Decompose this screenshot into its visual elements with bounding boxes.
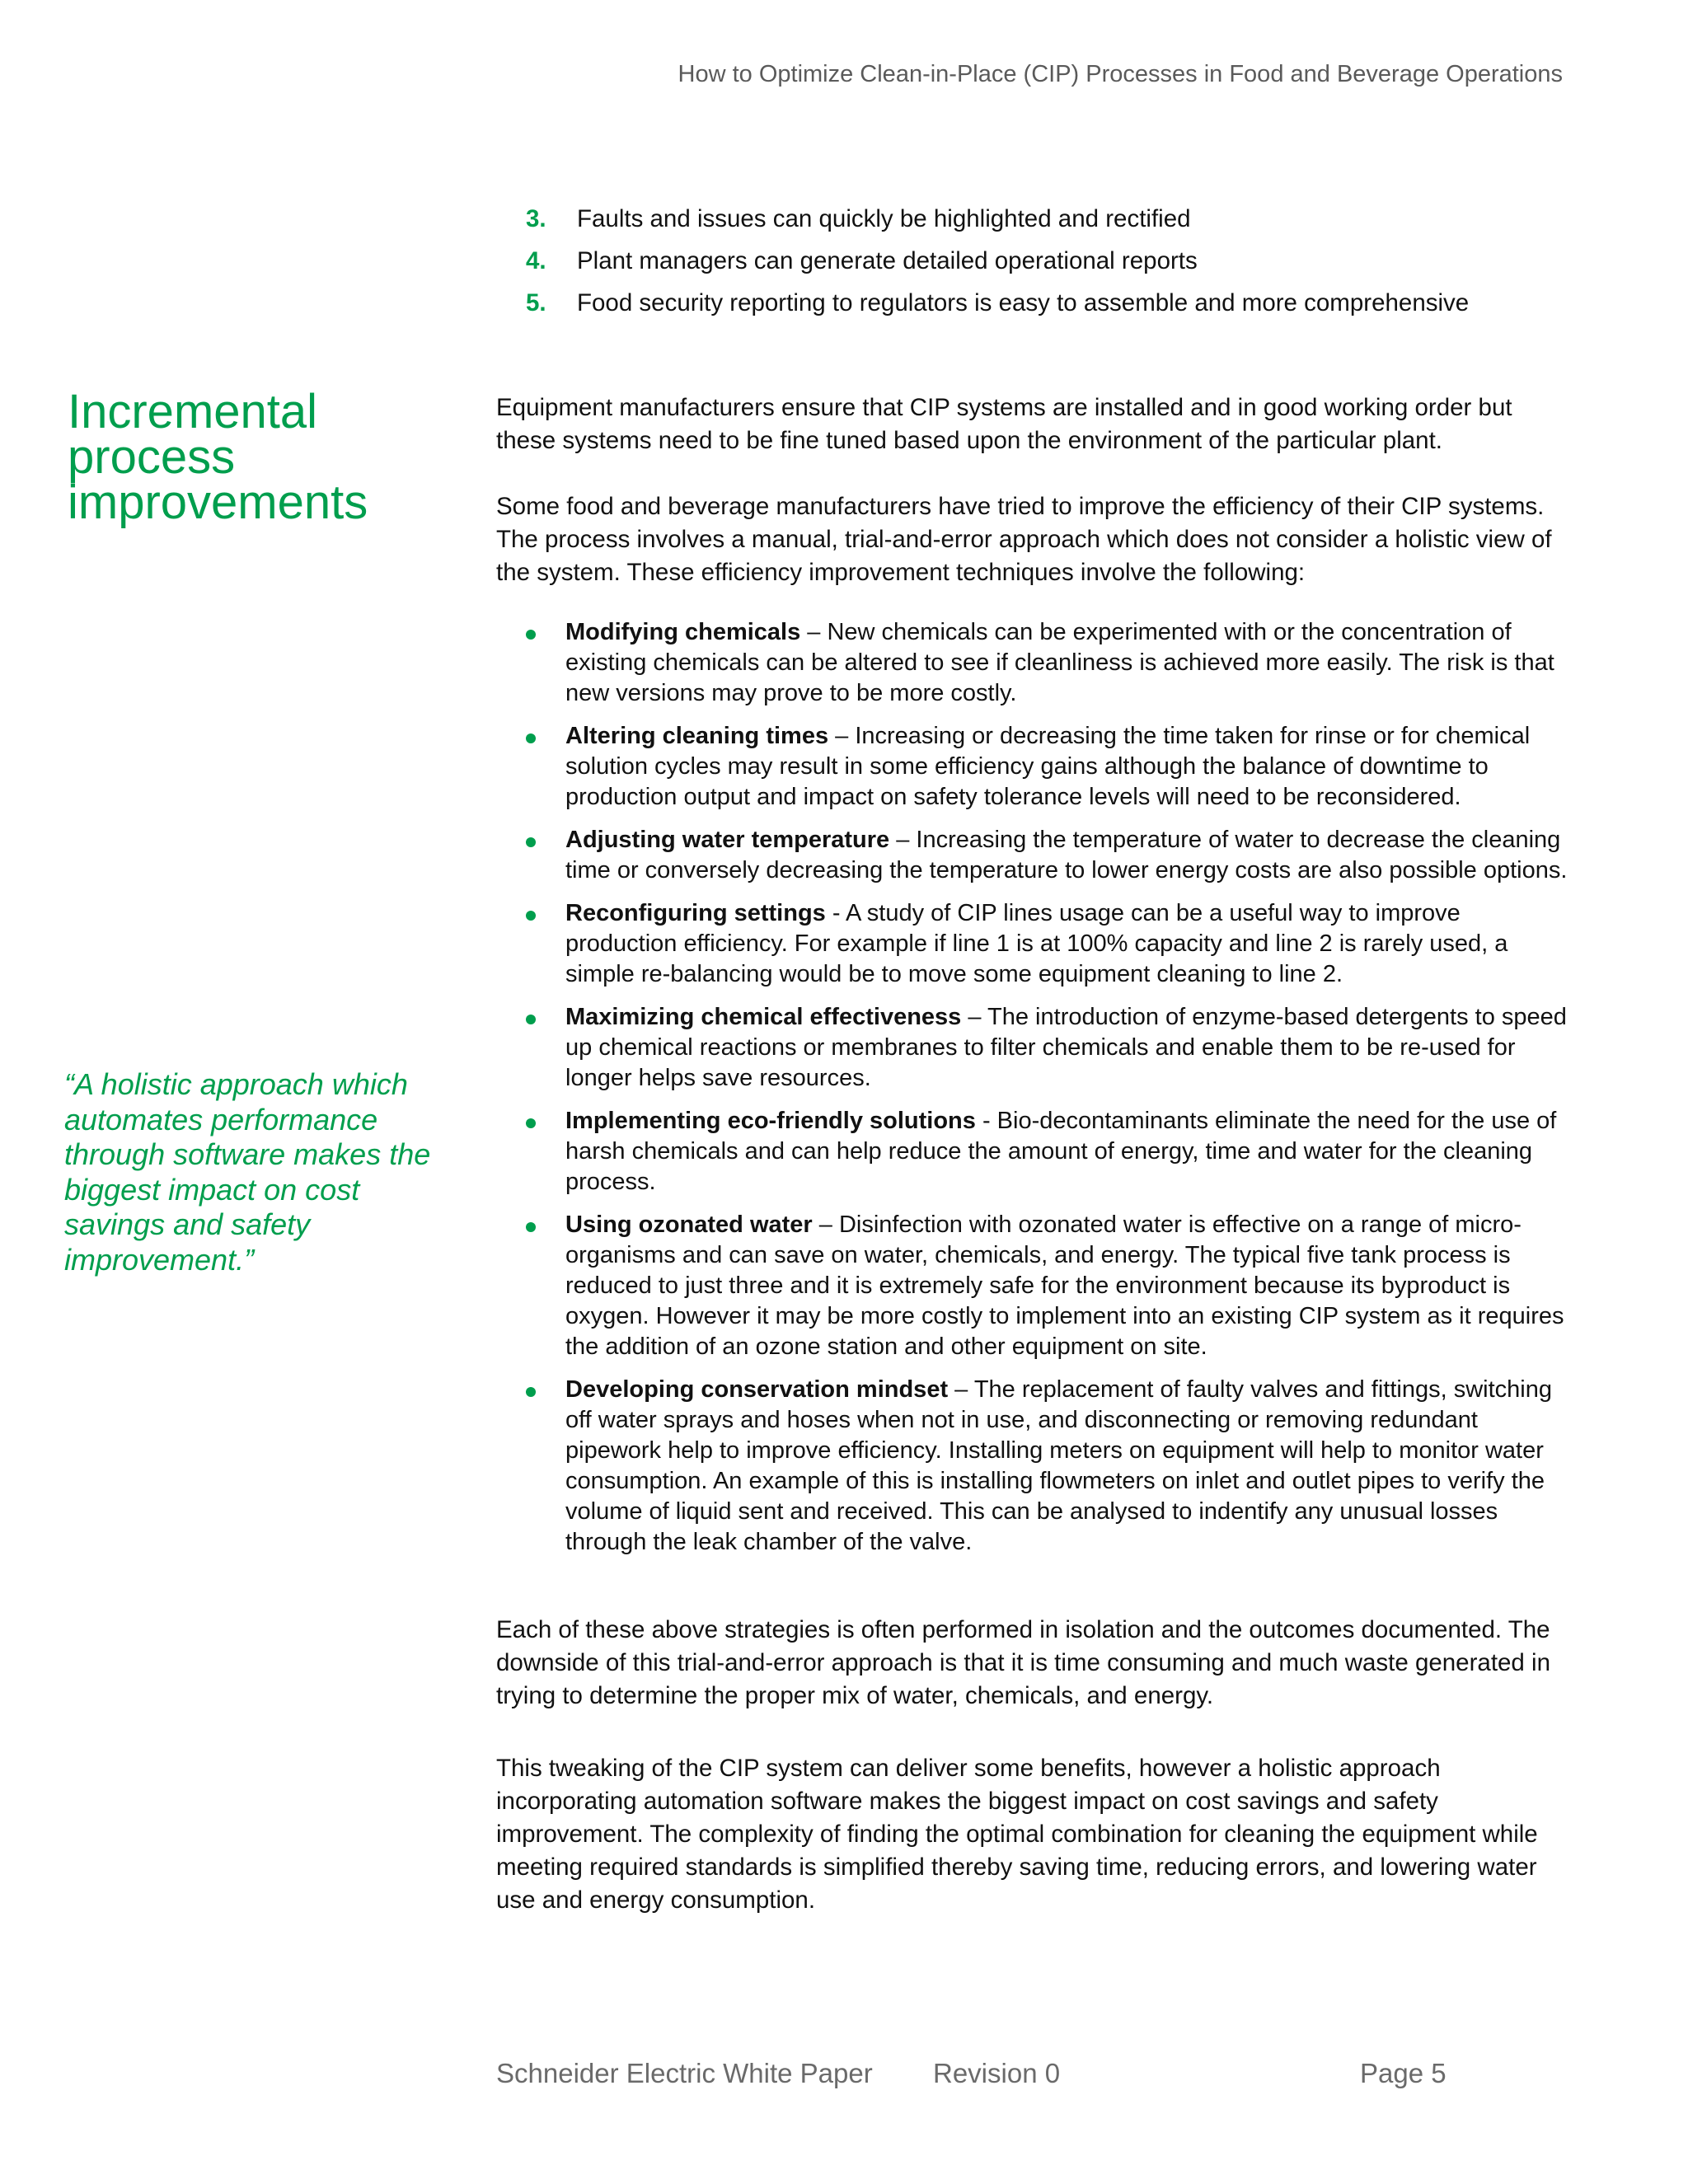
list-item-text: Plant managers can generate detailed operational reports [577,247,1198,274]
numbered-list-item [526,198,1564,240]
running-header-title: How to Optimize Clean-in-Place (CIP) Processes in Food and Beverage Operations [678,61,1563,87]
list-number: 4. [526,247,546,274]
intro-paragraph: Equipment manufacturers ensure that CIP systems are installed and in good working order but these systems need to be fine tuned based upon the environment of the particular plant. [496,394,1512,454]
technique-description: – New chemicals can be experimented with or the concentration of existing chemicals can be altered to see if cleanliness is achieved more easily. The risk is that new versions may prove to be more costly. [565,619,1554,706]
numbered-list-item [526,240,1564,282]
bullet-dot-icon [526,733,536,743]
section-heading: Incremental process improvements [68,385,368,529]
technique-item [496,825,1568,886]
technique-item [496,1002,1568,1094]
footer-page-number: Page 5 [1360,2058,1447,2088]
numbered-list [526,198,1564,324]
bullet-dot-icon [526,1118,536,1128]
technique-item [496,1210,1568,1362]
technique-item [496,1106,1568,1197]
technique-description: – Disinfection with ozonated water is effective on a range of micro-organisms and can save on water, chemicals, and energy. The typical five tank process is reduced to just three and it is extremely safe for the environment because its byproduct is oxygen. However it may be more costly to implement into an existing CIP system as it requires the addition of an ozone station and other equipment on site. [565,1212,1564,1360]
bullet-dot-icon [526,630,536,640]
pull-quote: “A holistic approach which automates performance through software makes the biggest impact on cost savings and safety improvement.” [64,1067,431,1277]
numbered-list-item [526,282,1564,324]
technique-description: - Bio-decontaminants eliminate the need for the use of harsh chemicals and can help reduce the amount of energy, time and water for the cleaning process. [565,1108,1557,1195]
technique-description: – The replacement of faulty valves and fittings, switching off water sprays and hoses when not in use, and disconnecting or removing redundant pipework help to improve efficiency. Installing meters on equipment will help to monitor water consumption. An example of this is installing flowmeters on inlet and outlet pipes to verify the volume of liquid sent and received. This can be analysed to indentify any unusual losses through the leak chamber of the valve. [565,1376,1553,1555]
bullet-dot-icon [526,911,536,921]
bullet-dot-icon [526,1222,536,1232]
bullet-dot-icon [526,1387,536,1397]
isolation-paragraph: Each of these above strategies is often performed in isolation and the outcomes documented. The downside of this trial-and-error approach is that it is time consuming and much waste generated in trying to determine the proper mix of water, chemicals, and energy. [496,1616,1550,1709]
technique-term: Adjusting water temperature [565,827,890,853]
bullet-dot-icon [526,837,536,847]
approach-paragraph: Some food and beverage manufacturers have tried to improve the efficiency of their CIP systems. The process involves a manual, trial-and-error approach which does not consider a holistic view of the system. These efficiency improvement techniques involve the following: [496,493,1552,586]
bullet-dot-icon [526,1015,536,1024]
body-column [496,391,1568,1917]
footer-revision: Revision 0 [933,2058,1061,2088]
technique-term: Altering cleaning times [565,723,829,749]
technique-term: Maximizing chemical effectiveness [565,1004,962,1030]
techniques-list [496,617,1568,1558]
conclusion-paragraph: This tweaking of the CIP system can deliver some benefits, however a holistic approach incorporating automation software makes the biggest impact on cost savings and safety improvement. The complexity of finding the optimal combination for cleaning the equipment while meeting required standards is simplified thereby saving time, reducing errors, and lowering water use and energy consumption. [496,1755,1538,1914]
technique-item [496,898,1568,990]
technique-item [496,721,1568,813]
technique-term: Reconfiguring settings [565,900,826,926]
list-number: 3. [526,205,546,232]
list-number: 5. [526,289,546,316]
technique-term: Developing conservation mindset [565,1376,949,1403]
technique-description: – Increasing or decreasing the time taken for rinse or for chemical solution cycles may result in some efficiency gains although the balance of downtime to production output and impact on safety tolerance levels will need to be reconsidered. [565,723,1531,810]
technique-description: – The introduction of enzyme-based detergents to speed up chemical reactions or membranes to filter chemicals and enable them to be re-used for longer helps save resources. [565,1004,1567,1091]
list-item-text: Food security reporting to regulators is easy to assemble and more comprehensive [577,289,1470,316]
footer-title: Schneider Electric White Paper [496,2058,873,2088]
technique-item [496,617,1568,709]
technique-term: Using ozonated water [565,1212,813,1238]
technique-term: Modifying chemicals [565,619,801,645]
technique-term: Implementing eco-friendly solutions [565,1108,976,1134]
technique-description: – Increasing the temperature of water to decrease the cleaning time or conversely decreasing the temperature to lower energy costs are also possible options. [565,827,1568,883]
technique-description: - A study of CIP lines usage can be a useful way to improve production efficiency. For example if line 1 is at 100% capacity and line 2 is rarely used, a simple re-balancing would be to move some equipment cleaning to line 2. [565,900,1508,987]
list-item-text: Faults and issues can quickly be highlighted and rectified [577,205,1191,232]
technique-item [496,1375,1568,1558]
